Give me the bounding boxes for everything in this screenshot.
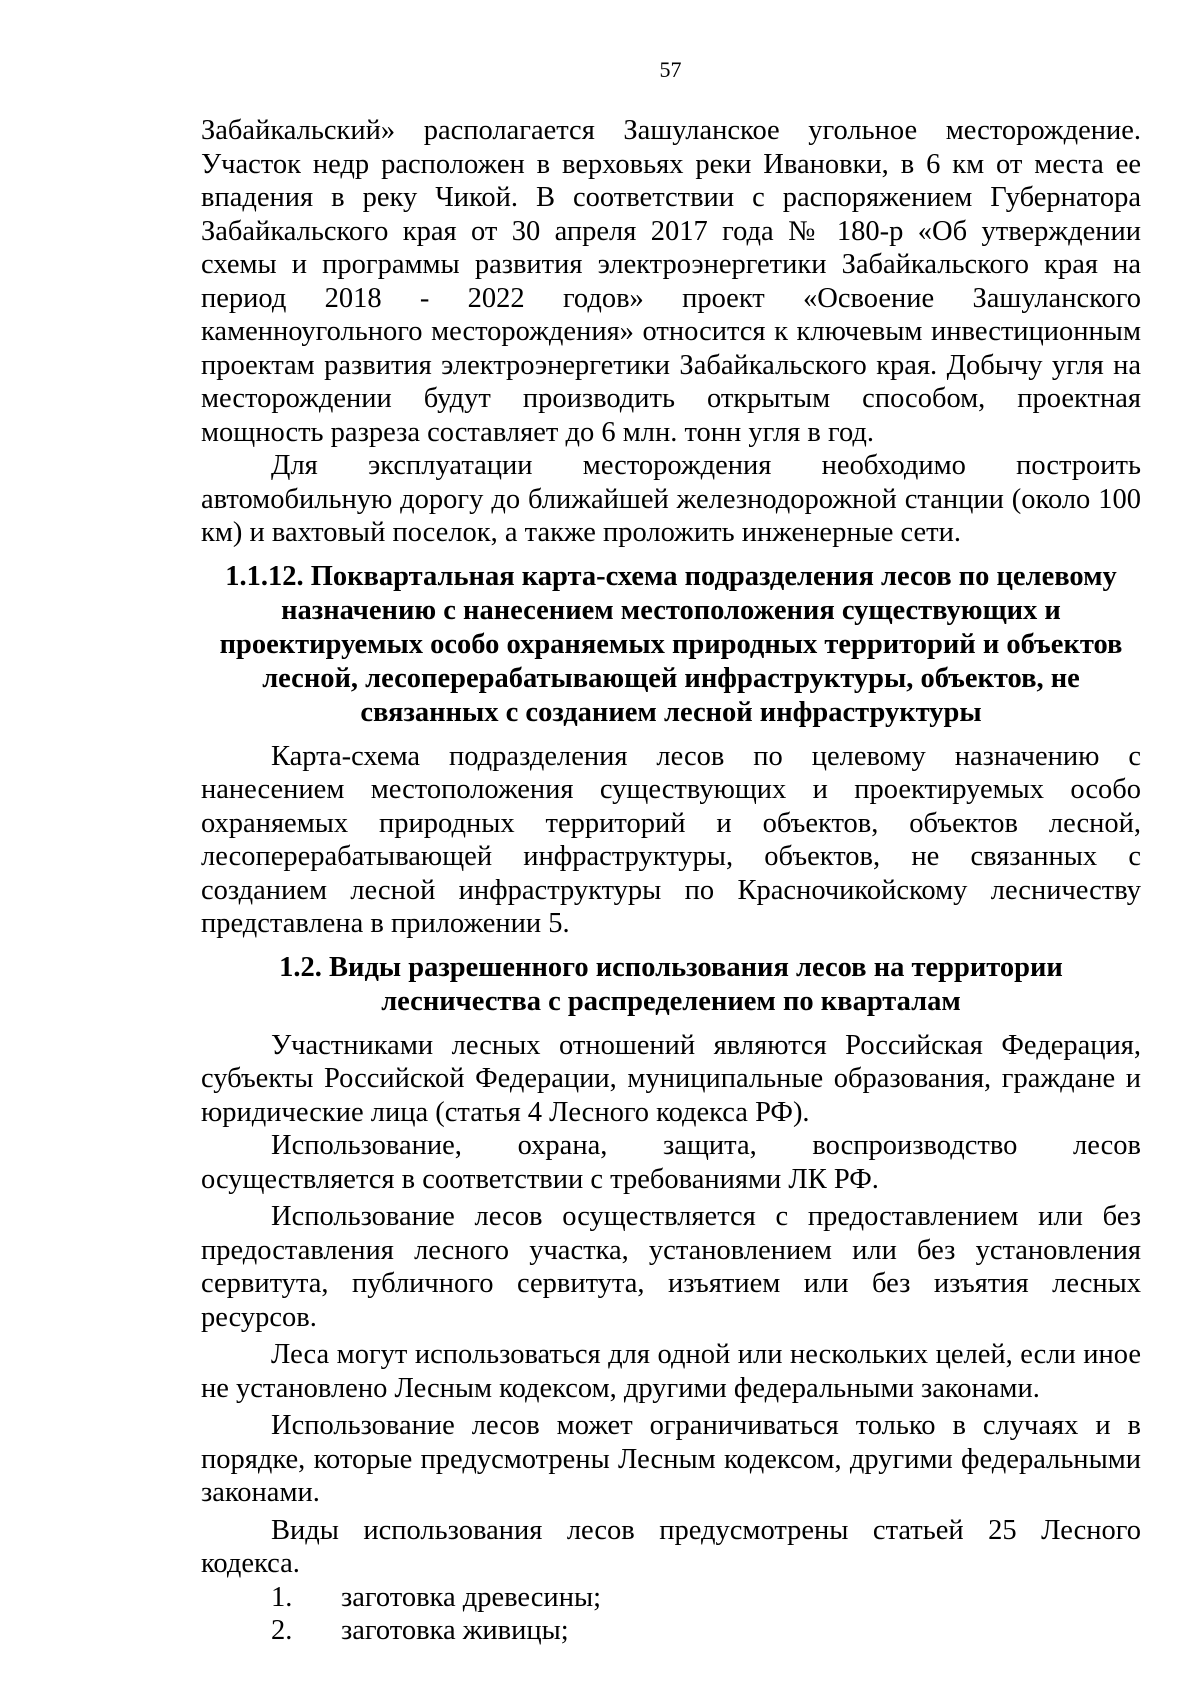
page-number: 57 (659, 57, 682, 82)
page-content (201, 114, 1141, 1648)
paragraph: Участниками лесных отношений являются Российская Федерация, субъекты Российской Федерации, муниципальные образования, граждане и юридические лица (статья 4 Лесного кодекса РФ). (201, 1029, 1141, 1128)
list-item-text: заготовка живицы; (341, 1615, 569, 1646)
list-item-number: 2. (271, 1615, 293, 1646)
list-item (201, 1614, 1141, 1648)
section-heading: 1.2. Виды разрешенного использования лесов на территории лесничества с распределением по кварталам (279, 951, 1063, 1017)
paragraph: Забайкальский» располагается Зашуланское угольное месторождение. Участок недр расположен в верховьях реки Ивановки, в 6 км от места ее впадения в реку Чикой. В соответствии с распоряжением Губернатора Забайкальского края от 30 апреля 2017 года № 180-р «Об утверждении схемы и программы развития электроэнергетики Забайкальского края на период 2018 - 2022 годов» проект «Освоение Зашуланского каменноугольного месторождения» относится к ключевым инвестиционным проектам развития электроэнергетики Забайкальского края. Добычу угля на месторождении будут производить открытым способом, проектная мощность разреза составляет до 6 млн. тонн угля в год. (201, 115, 1141, 448)
paragraph: Использование, охрана, защита, воспроизводство лесов осуществляется в соответствии с требованиями ЛК РФ. (201, 1130, 1141, 1195)
list-item (201, 1581, 1141, 1615)
paragraph: Карта-схема подразделения лесов по целевому назначению с нанесением местоположения существующих и проектируемых особо охраняемых природных территорий и объектов, объектов лесной, лесоперерабатывающей инфраструктуры, объектов, не связанных с созданием лесной инфраструктуры по Красночикойскому лесничеству представлена в приложении 5. (201, 740, 1141, 939)
paragraph: Виды использования лесов предусмотрены статьей 25 Лесного кодекса. (201, 1514, 1141, 1579)
paragraph: Использование лесов осуществляется с предоставлением или без предоставления лесного участка, установлением или без установления сервитута, публичного сервитута, изъятием или без изъятия лесных ресурсов. (201, 1201, 1141, 1333)
paragraph: Использование лесов может ограничиваться только в случаях и в порядке, которые предусмотрены Лесным кодексом, другими федеральными законами. (201, 1410, 1141, 1508)
section-heading: 1.1.12. Поквартальная карта-схема подразделения лесов по целевому назначению с нанесением местоположения существующих и проектируемых особо охраняемых природных территорий и объектов лесной, лесоперерабатывающей инфраструктуры, объектов, не связанных с созданием лесной инфраструктуры (219, 560, 1123, 728)
paragraph: Для эксплуатации месторождения необходимо построить автомобильную дорогу до ближайшей железнодорожной станции (около 100 км) и вахтовый поселок, а также проложить инженерные сети. (201, 450, 1141, 548)
list-item-number: 1. (271, 1581, 293, 1613)
list-item-text: заготовка древесины; (341, 1581, 602, 1613)
paragraph: Леса могут использоваться для одной или нескольких целей, если иное не установлено Лесным кодексом, другими федеральными законами. (201, 1339, 1141, 1404)
